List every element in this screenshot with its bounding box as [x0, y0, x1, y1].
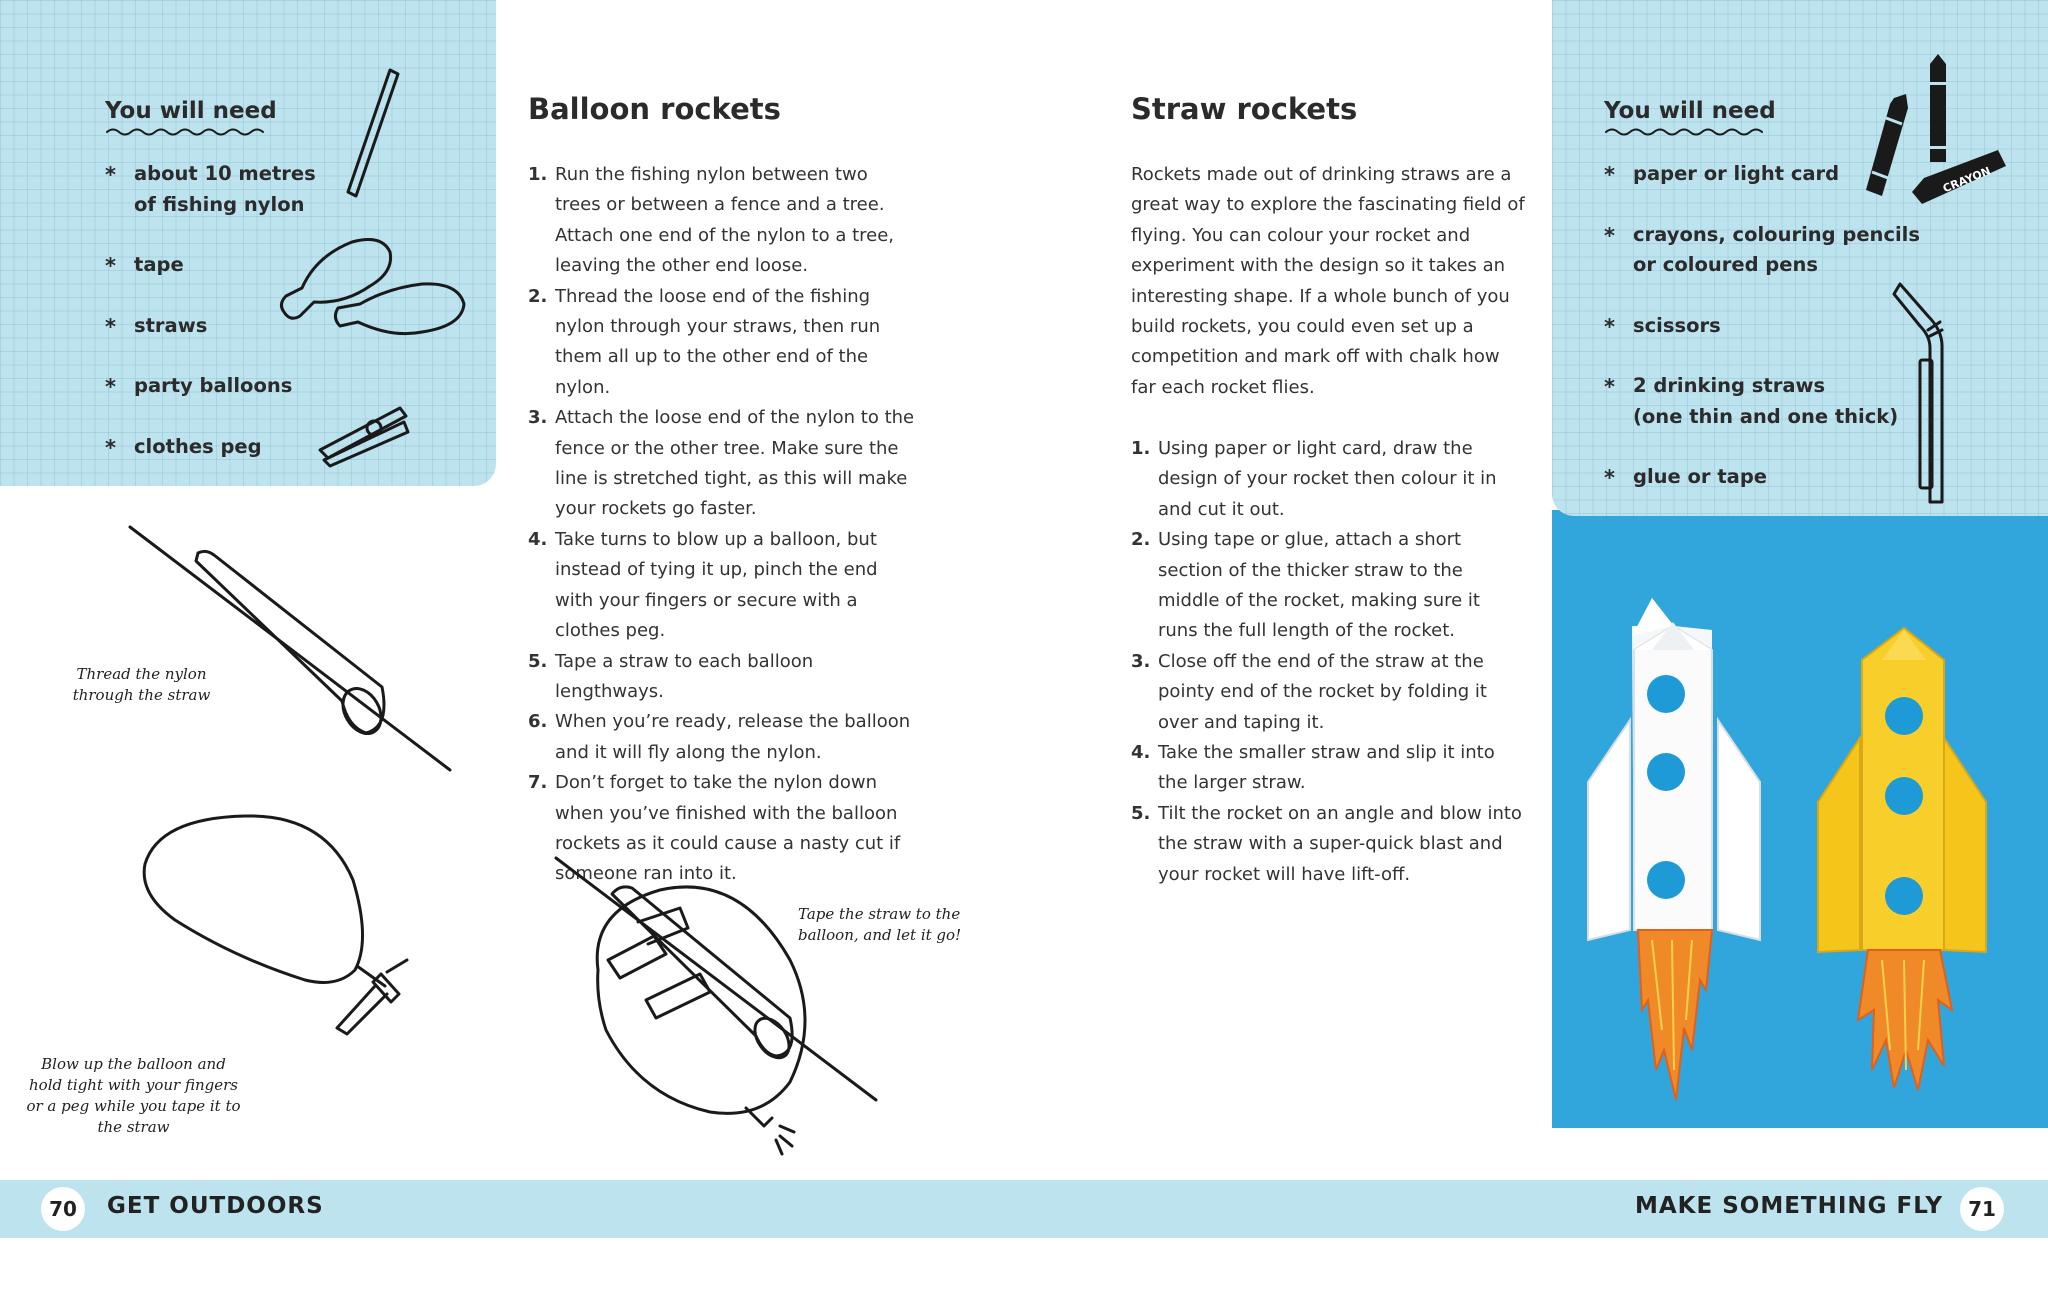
step-number: 3. [1131, 650, 1151, 672]
need-item: * tape [105, 250, 316, 281]
section-title-right: MAKE SOMETHING FLY [1634, 1193, 1943, 1219]
caption-tape: Tape the straw to the balloon, and let it go! [798, 905, 962, 944]
step [1131, 434, 1525, 525]
straight-straw-icon [1914, 356, 1944, 494]
step [528, 647, 916, 708]
step-text: Tilt the rocket on an angle and blow into the straw with a super-quick blast and your rocket will have lift-off. [1158, 802, 1522, 885]
need-item: * party balloons [105, 371, 316, 402]
clothes-peg-icon [314, 400, 414, 470]
step [1131, 738, 1525, 799]
step-number: 4. [1131, 742, 1151, 764]
you-will-need-panel-left [0, 0, 496, 486]
balloon-icon [272, 230, 482, 350]
balloon-rocket-drawing [550, 850, 890, 1160]
straw-rockets-title: Straw rockets [1131, 92, 1358, 126]
straw-on-nylon-drawing [120, 515, 460, 780]
straw-icon [340, 64, 410, 204]
step-number: 3. [528, 407, 548, 429]
footer-bar [0, 1180, 2048, 1238]
step [1131, 647, 1525, 738]
section-title-left: GET OUTDOORS [107, 1193, 324, 1219]
page-number-right: 71 [1960, 1187, 2004, 1231]
step-text: Using paper or light card, draw the design of your rocket then colour it in and cut it out. [1158, 438, 1497, 520]
crayon-label: CRAYON [1941, 164, 1993, 196]
step-number: 5. [1131, 802, 1151, 824]
step-number: 1. [528, 164, 548, 185]
wavy-underline [105, 126, 267, 138]
step-number: 1. [1131, 438, 1151, 459]
balloon-rockets-title: Balloon rockets [528, 92, 781, 126]
step-text: Tape a straw to each balloon lengthways. [555, 650, 814, 702]
step-text: Take turns to blow up a balloon, but instead of tying it up, pinch the end with your fingers or secure with a clothes peg. [555, 528, 878, 642]
step-text: Take the smaller straw and slip it into the larger straw. [1158, 742, 1495, 794]
rockets-photo [1552, 510, 2048, 1128]
need-item: * straws [105, 311, 316, 342]
balloon-rockets-steps [528, 160, 916, 890]
balloon-peg-drawing [135, 810, 415, 1080]
step [528, 707, 916, 768]
need-item: * paper or light card [1604, 159, 1920, 190]
need-item: * glue or tape [1604, 462, 1920, 493]
need-list-right [1604, 159, 1920, 493]
step [528, 525, 916, 647]
step [528, 282, 916, 404]
step-text: Run the fishing nylon between two trees or between a fence and a tree. Attach one end of the nylon to a tree, leaving the other end loose. [555, 164, 895, 277]
step-text: When you’re ready, release the balloon and it will fly along the nylon. [555, 711, 911, 763]
caption-blow: Blow up the balloon and hold tight with your fingers or a peg while you tape it to the straw [26, 1055, 241, 1136]
need-item: * about 10 metres of fishing nylon [105, 159, 316, 220]
you-will-need-title: You will need [105, 98, 277, 124]
you-will-need-title: You will need [1604, 98, 1776, 124]
wavy-underline [1604, 126, 1766, 138]
step [1131, 799, 1525, 890]
step [528, 403, 916, 525]
step-text: Thread the loose end of the fishing nylon through your straws, then run them all up to the other end of the nylon. [555, 285, 881, 398]
page-number-left: 70 [41, 1187, 85, 1231]
straw-rockets-intro: Rockets made out of drinking straws are a great way to explore the fascinating field of flying. You can colour your rocket and experiment with the design so it takes an interesting shape. If a whole bunch of you build rockets, you could even set up a competition and mark off with chalk how far each rocket flies. [1131, 164, 1525, 398]
step-text: Using tape or glue, attach a short section of the thicker straw to the middle of the rocket, making sure it runs the full length of the rocket. [1158, 529, 1480, 642]
step-number: 5. [528, 650, 548, 672]
step-number: 4. [528, 528, 548, 550]
step-text: Don’t forget to take the nylon down when you’ve finished with the balloon rockets as it could cause a nasty cut if someone ran into it. [555, 772, 901, 885]
crayon-icon [1860, 54, 2010, 208]
step [528, 160, 916, 282]
step-number: 2. [1131, 529, 1151, 551]
step-number: 6. [528, 711, 548, 733]
step-text: Close off the end of the straw at the pointy end of the rocket by folding it over and taping it. [1158, 650, 1487, 733]
step-number: 2. [528, 285, 548, 307]
need-item: * 2 drinking straws (one thin and one thick) [1604, 371, 1920, 432]
need-item: * scissors [1604, 311, 1920, 342]
straw-rockets-steps [1131, 434, 1525, 890]
you-will-need-panel-right [1552, 0, 2048, 516]
step [1131, 525, 1525, 647]
step-text: Attach the loose end of the nylon to the fence or the other tree. Make sure the line is stretched tight, as this will make your rockets go faster. [555, 407, 915, 520]
need-item: * clothes peg [105, 432, 316, 463]
caption-thread: Thread the nylon through the straw [72, 665, 211, 704]
need-item: * crayons, colouring pencils or coloured pens [1604, 220, 1920, 281]
step-number: 7. [528, 772, 548, 794]
